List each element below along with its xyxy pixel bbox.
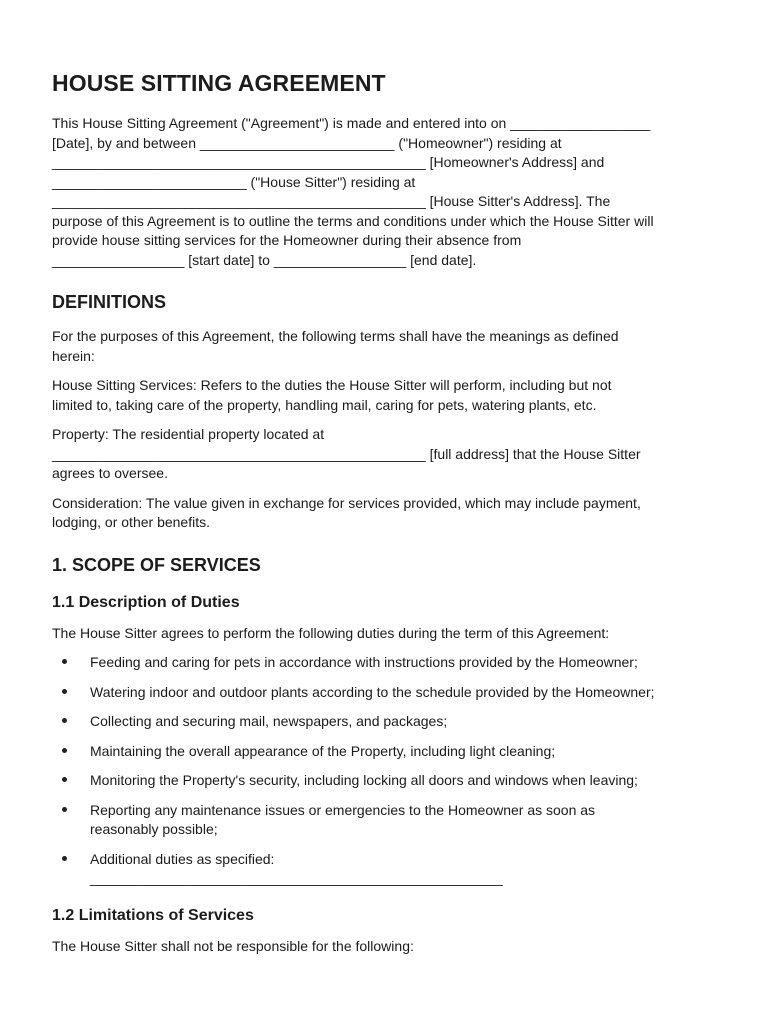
list-item xyxy=(52,850,722,889)
list-item xyxy=(52,712,722,732)
text-line: For the purposes of this Agreement, the following terms shall have the meanings as defined xyxy=(52,328,619,344)
text-line: The House Sitter shall not be responsible for the following: xyxy=(52,937,414,954)
bullet-icon xyxy=(62,748,67,753)
text-line: Monitoring the Property's security, including locking all doors and windows when leaving; xyxy=(90,772,638,788)
text-line: Reporting any maintenance issues or emergencies to the Homeowner as soon as xyxy=(90,801,596,818)
list-item xyxy=(52,742,722,762)
text-line: lodging, or other benefits. xyxy=(52,514,210,530)
text-line: Collecting and securing mail, newspapers, and packages; xyxy=(90,713,448,729)
intro-paragraph xyxy=(52,114,722,270)
intro-line: [Date], by and between _________________________ ("Homeowner") residing at xyxy=(52,134,562,151)
bullet-icon xyxy=(62,856,67,861)
list-item xyxy=(52,801,722,840)
bullet-icon xyxy=(62,777,67,782)
duties-intro xyxy=(52,624,722,644)
text-line: _____________________________________________________ xyxy=(90,870,503,886)
list-item xyxy=(52,771,722,791)
text-line: Watering indoor and outdoor plants according to the schedule provided by the Homeowner; xyxy=(90,683,655,700)
text-line: limited to, taking care of the property, handling mail, caring for pets, watering plants, etc. xyxy=(52,396,597,413)
bullet-icon xyxy=(62,807,67,812)
text-line: agrees to oversee. xyxy=(52,465,168,481)
duties-heading: 1.1 Description of Duties xyxy=(52,593,240,611)
limitations-heading: 1.2 Limitations of Services xyxy=(52,906,254,924)
document-page xyxy=(52,70,722,966)
definition-house-sitting-services xyxy=(52,376,722,415)
text-line: ________________________________________________ [full address] that the House Sitter xyxy=(52,445,641,462)
list-item xyxy=(52,653,722,673)
text-line: Feeding and caring for pets in accordance with instructions provided by the Homeowner; xyxy=(90,654,638,670)
text-line: reasonably possible; xyxy=(90,821,218,837)
intro-line: ________________________________________________ [Homeowner's Address] and xyxy=(52,154,605,170)
intro-line: purpose of this Agreement is to outline the terms and conditions under which the House Sitter will xyxy=(52,212,654,229)
scope-heading: 1. SCOPE OF SERVICES xyxy=(52,554,261,575)
intro-line: _________________ [start date] to _________________ [end date]. xyxy=(52,251,477,268)
text-line: Maintaining the overall appearance of the Property, including light cleaning; xyxy=(90,742,556,759)
intro-line: _________________________ ("House Sitter") residing at xyxy=(52,173,416,190)
limitations-intro xyxy=(52,937,722,957)
text-line: Consideration: The value given in exchange for services provided, which may include payment, xyxy=(52,494,641,511)
document-title: HOUSE SITTING AGREEMENT xyxy=(52,70,386,96)
definition-property xyxy=(52,425,722,484)
definitions-intro xyxy=(52,327,722,366)
bullet-icon xyxy=(62,659,67,664)
intro-line: This House Sitting Agreement ("Agreement") is made and entered into on __________________ xyxy=(52,115,651,131)
bullet-icon xyxy=(62,718,67,723)
definition-consideration xyxy=(52,494,722,533)
definitions-heading: DEFINITIONS xyxy=(52,292,167,312)
text-line: herein: xyxy=(52,347,95,364)
duties-list xyxy=(52,653,722,889)
text-line: The House Sitter agrees to perform the following duties during the term of this Agreement: xyxy=(52,624,610,641)
text-line: Additional duties as specified: xyxy=(90,850,275,867)
intro-line: ________________________________________________ [House Sitter's Address]. The xyxy=(52,193,611,209)
text-line: House Sitting Services: Refers to the duties the House Sitter will perform, including but not xyxy=(52,377,612,393)
intro-line: provide house sitting services for the Homeowner during their absence from xyxy=(52,232,522,248)
list-item xyxy=(52,683,722,703)
bullet-icon xyxy=(62,689,67,694)
text-line: Property: The residential property located at xyxy=(52,426,325,442)
